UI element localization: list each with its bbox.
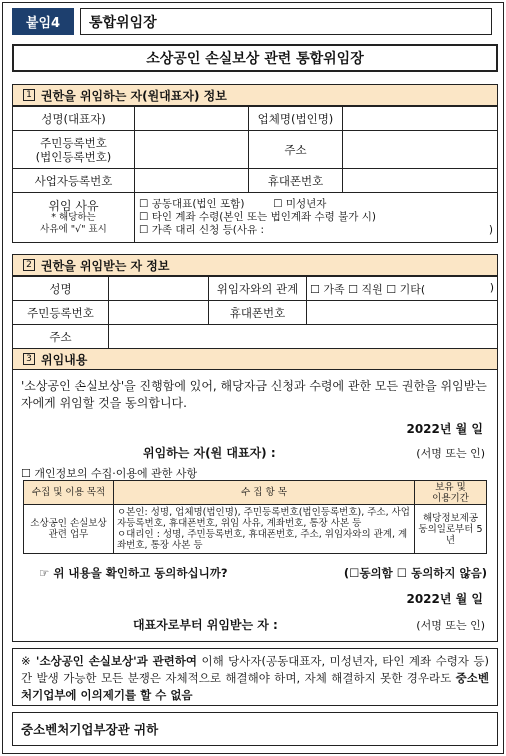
- date-line-1: 2022년 월 일: [406, 422, 483, 436]
- reason-row1: [139, 198, 493, 211]
- privacy-period: [415, 505, 487, 554]
- delegate-phone-label: 휴대폰번호: [209, 301, 307, 325]
- notice-box: [12, 648, 498, 706]
- notice-prefix: ※: [21, 654, 36, 668]
- delegate-id-field[interactable]: [109, 301, 209, 325]
- delegate-label: 대표자로부터 위임받는 자 :: [133, 618, 278, 632]
- reason-option-family[interactable]: ☐ 가족 대리 신청 등(사유 :: [139, 224, 265, 236]
- confirm-question: ☞ 위 내용을 확인하고 동의하십니까?: [39, 566, 228, 580]
- delegate-sign[interactable]: (서명 또는 인): [416, 619, 485, 632]
- reason-option-co-rep[interactable]: ☐ 공동대표(법인 포함): [139, 198, 245, 210]
- relation-close-paren: ): [489, 280, 494, 294]
- section1-table: [12, 106, 498, 243]
- reason-option-other-account[interactable]: ☐ 타인 계좌 수령(본인 또는 법인계좌 수령 불가 시): [139, 211, 377, 223]
- address-field[interactable]: [343, 131, 498, 169]
- attachment-tag: 붙임4: [12, 8, 74, 35]
- section3-number: 3: [23, 353, 35, 365]
- delegator-sign[interactable]: (서명 또는 인): [416, 447, 485, 460]
- privacy-period-2: 동의일로부터 5년: [418, 523, 483, 546]
- delegate-id-label: 주민등록번호: [13, 301, 109, 325]
- reason-note2: 사유에 "√" 표시: [40, 223, 107, 235]
- privacy-items-self: ㅇ본인: 성명, 업체명(법인명), 주민등록번호(법인등록번호), 주소, 사업자등록번호, 휴대폰번호, 위임 사유, 계좌번호, 통장 사본 등: [117, 507, 410, 529]
- notice-text: 이해 당사자(공동대표자, 미성년자, 타인 계좌 수령자 등)간 발생 가능한 모든 분쟁은 자체적으로 해결해야 하며, 자체 해결하지 못한 경우라도: [21, 654, 489, 685]
- phone-field[interactable]: [343, 169, 498, 193]
- confirm-options[interactable]: (☐동의함 ☐ 동의하지 않음): [343, 566, 487, 580]
- reason-option-minor[interactable]: ☐ 미성년자: [273, 198, 327, 210]
- delegate-name-label: 성명: [13, 277, 109, 301]
- section2-table: [12, 276, 498, 349]
- privacy-h-items: 수 집 항 목: [114, 481, 415, 505]
- section1-title: 권한을 위임하는 자(원대표자) 정보: [41, 88, 227, 103]
- id-label: [13, 131, 135, 169]
- company-label: 업체명(법인명): [249, 107, 343, 131]
- privacy-title[interactable]: ☐ 개인정보의 수집·이용에 관한 사항: [21, 467, 198, 480]
- reason-options: [135, 193, 498, 243]
- section3-body: [12, 368, 498, 642]
- privacy-h-period-2: 이용기간: [432, 492, 469, 504]
- id-label-line1: 주민등록번호: [40, 135, 107, 150]
- privacy-period-1: 해당정보제공: [422, 512, 479, 524]
- company-field[interactable]: [343, 107, 498, 131]
- privacy-table: [23, 480, 487, 554]
- header: [12, 8, 492, 35]
- phone-label: 휴대폰번호: [249, 169, 343, 193]
- section3-header: [12, 348, 498, 370]
- section1-number: 1: [23, 89, 35, 101]
- address-label: 주소: [249, 131, 343, 169]
- relation-row: [310, 281, 494, 297]
- date-line-2: 2022년 월 일: [406, 592, 483, 606]
- privacy-h-purpose: 수집 및 이용 목적: [24, 481, 114, 505]
- privacy-purpose-2: 관련 업무: [48, 529, 89, 540]
- reason-label-cell: [13, 193, 135, 243]
- privacy-items-agent: ㅇ대리인 : 성명, 주민등록번호, 휴대폰번호, 주소, 위임자와의 관계, 계좌번호, 통장 사본 등: [117, 529, 408, 551]
- relation-label: 위임자와의 관계: [209, 277, 307, 301]
- privacy-purpose: [24, 505, 114, 554]
- notice-bold2: 중소벤처기업부에 이의제기를 할 수 없음: [21, 671, 489, 702]
- id-field[interactable]: [135, 131, 249, 169]
- name-field[interactable]: [135, 107, 249, 131]
- notice-bold1: '소상공인 손실보상'과 관련하여: [35, 654, 198, 668]
- section2-header: [12, 254, 498, 276]
- delegator-label: 위임하는 자(원 대표자) :: [143, 446, 276, 460]
- section3-title: 위임내용: [41, 352, 88, 367]
- addressee-footer: 중소벤처기업부장관 귀하: [12, 712, 498, 746]
- header-title: 통합위임장: [80, 8, 492, 35]
- section2-title: 권한을 위임받는 자 정보: [41, 258, 170, 273]
- privacy-items: [114, 505, 415, 554]
- relation-options: [307, 277, 498, 301]
- name-label: 성명(대표자): [13, 107, 135, 131]
- document-title: 소상공인 손실보상 관련 통합위임장: [12, 44, 498, 72]
- bizno-label: 사업자등록번호: [13, 169, 135, 193]
- consent-paragraph: '소상공인 손실보상'을 진행함에 있어, 해당자금 신청과 수령에 관한 모든 권한을 위임받는 자에게 위임할 것을 동의합니다.: [21, 379, 487, 410]
- reason-row3: [139, 224, 493, 237]
- delegate-phone-field[interactable]: [307, 301, 498, 325]
- delegate-address-field[interactable]: [109, 325, 498, 349]
- section1-header: [12, 84, 498, 106]
- section2-number: 2: [23, 259, 35, 271]
- delegate-address-label: 주소: [13, 325, 109, 349]
- reason-close-paren: ): [488, 224, 493, 236]
- privacy-h-period-1: 보유 및: [435, 481, 466, 493]
- reason-note1: * 해당하는: [51, 211, 96, 223]
- reason-label: 위임 사유: [48, 198, 99, 213]
- delegate-name-field[interactable]: [109, 277, 209, 301]
- id-label-line2: (법인등록번호): [35, 149, 112, 164]
- relation-checkboxes[interactable]: ☐ 가족 ☐ 직원 ☐ 기타(: [310, 282, 426, 296]
- privacy-h-period: [415, 481, 487, 505]
- bizno-field[interactable]: [135, 169, 249, 193]
- privacy-purpose-1: 소상공인 손실보상: [30, 518, 107, 529]
